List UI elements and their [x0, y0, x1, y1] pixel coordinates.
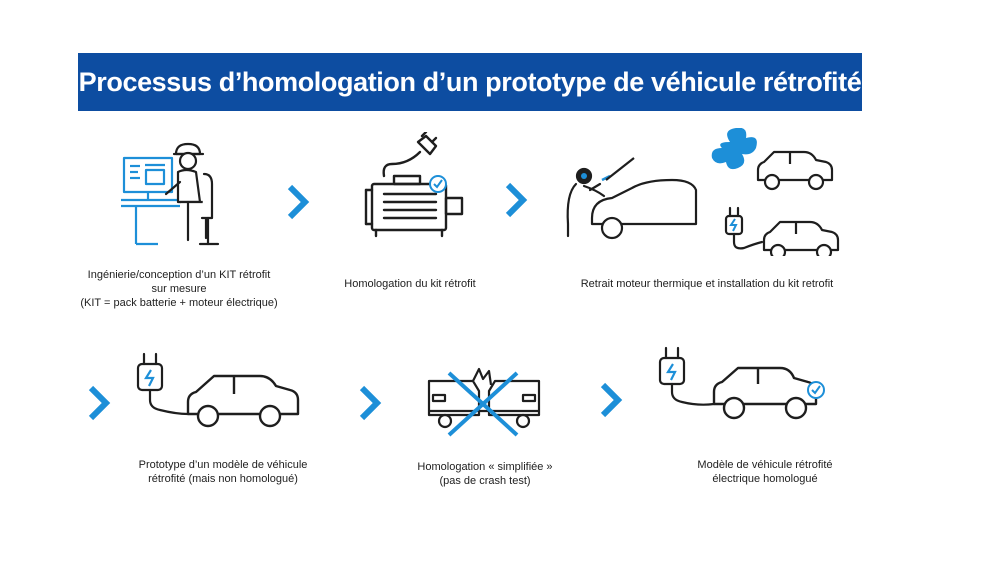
plug-car-icon — [132, 352, 302, 432]
chevron-right-icon — [86, 383, 112, 423]
chevron-right-icon — [598, 380, 624, 420]
chevron-right-icon — [285, 182, 311, 222]
step-1-caption: Ingénierie/conception d’un KIT rétrofit sur mesure (KIT = pack batterie + moteur électrique) — [80, 269, 278, 309]
mechanic-engine-swap-icon — [562, 128, 847, 256]
page-title: Processus d’homologation d’un prototype de véhicule rétrofité — [78, 53, 862, 111]
step-5-caption: Homologation « simplifiée » (pas de crash test) — [417, 461, 553, 487]
step-4-caption: Prototype d’un modèle de véhicule rétrofité (mais non homologué) — [138, 459, 308, 485]
electric-motor-icon — [362, 132, 472, 240]
plug-car-certified-icon — [654, 346, 830, 426]
crash-test-crossed-icon — [425, 365, 543, 441]
chevron-right-icon — [503, 180, 529, 220]
step-2-caption: Homologation du kit rétrofit — [344, 278, 476, 290]
engineer-icon — [118, 138, 233, 250]
chevron-right-icon — [357, 383, 383, 423]
step-3-caption: Retrait moteur thermique et installation du kit retrofit — [580, 278, 834, 290]
step-6-caption: Modèle de véhicule rétrofité électrique homologué — [697, 459, 833, 485]
